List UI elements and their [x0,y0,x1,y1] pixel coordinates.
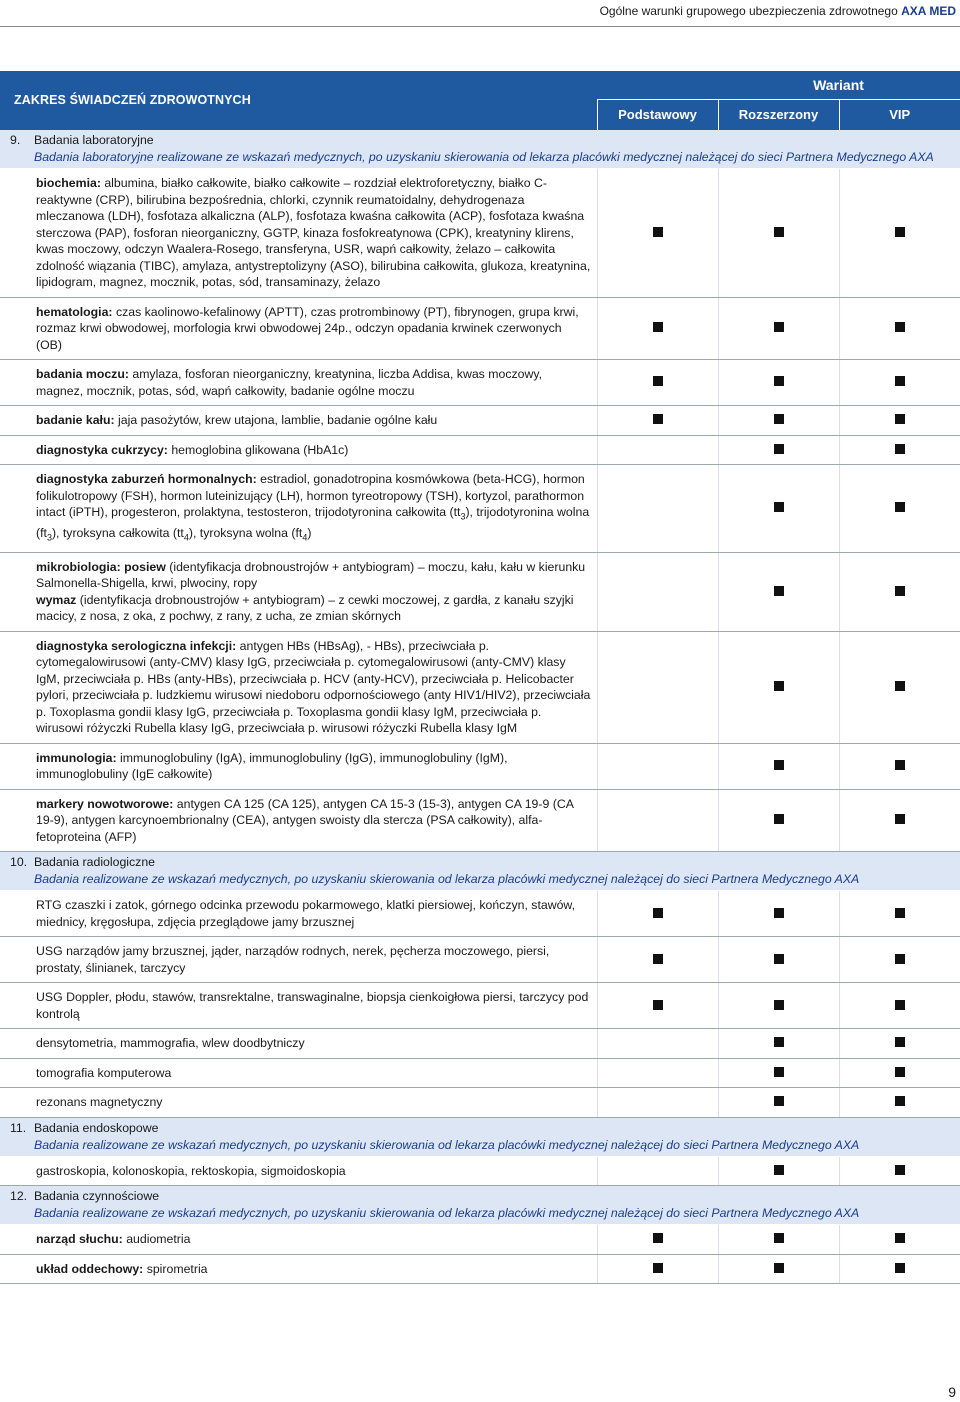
included-marker [895,1263,905,1273]
row-text: amylaza, fosforan nieorganiczny, kreatynina, liczba Addisa, kwas moczowy, magnez, mocznik, potas, sód, wapń całkowity, badanie ogólne moczu [36,367,542,398]
row-text: antygen CA 125 (CA 125), antygen CA 15-3 (15-3), antygen CA 19-9 (CA 19-9), antygen karcynoembrionalny (CEA), antygen swoisty dla stercza (PSA całkowity), alfa-fetoproteina (AFP) [36,796,574,844]
subscript: 3 [46,532,52,543]
row-label: biochemia: [36,176,101,190]
included-marker [895,908,905,918]
included-marker [774,444,784,454]
included-marker [774,1037,784,1047]
row-label: badanie kału: [36,413,115,427]
included-marker [895,1067,905,1077]
variant-vip: VIP [839,100,960,131]
row-text: rezonans magnetyczny [36,1095,163,1110]
included-marker [653,1233,663,1243]
row-text: spirometria [143,1261,208,1276]
row-text: czas kaolinowo-kefalinowy (APTT), czas protrombinowy (PT), fibrynogen, grupa krwi, rozmaz krwi obwodowej, morfologia krwi obwodowej 24p., odczyn opadania krwinek czerwonych (OB) [36,304,579,352]
table-row-doppler [0,983,960,1029]
included-marker [895,586,905,596]
row-label: hematologia: [36,304,113,319]
row-label: markery nowotworowe: [36,796,174,811]
row-label: diagnostyka zaburzeń hormonalnych: [36,472,257,486]
table-row-densytometria [0,1029,960,1059]
table-row-usg [0,937,960,983]
table-row-mocz [0,360,960,406]
document-header [600,4,956,18]
benefits-table [0,71,960,1284]
row-text: (identyfikacja drobnoustrojów + antybiogram) – moczu, kału, kału w kierunku Salmonella-Shigella, krwi, plwociny, ropy [36,559,586,591]
row-text: tomografia komputerowa [36,1065,172,1080]
section-number: 10. [10,855,28,870]
included-marker [895,1037,905,1047]
row-label: diagnostyka serologiczna infekcji: [36,638,237,653]
row-label: wymaz [36,592,77,607]
section-description: Badania realizowane ze wskazań medycznych, po uzyskaniu skierowania od lekarza placówki medycznej należącej do sieci Partnera Medycznego AXA [34,872,860,887]
included-marker [774,954,784,964]
row-text: immunoglobuliny (IgA), immunoglobuliny (IgG), immunoglobuliny (IgM), immunoglobuliny (IgE całkowite) [36,750,508,782]
included-marker [895,1233,905,1243]
row-text: (identyfikacja drobnoustrojów + antybiogram) – z cewki moczowej, z gardła, z kanału szyjki macicy, z nosa, z oka, z pochwy, z rany, z ucha, ze zmian skórnych [36,592,574,624]
table-row-mikrobiologia [0,552,960,631]
variant-extended: Rozszerzony [718,100,839,131]
included-marker [653,1000,663,1010]
included-marker [774,414,784,424]
included-marker [895,502,905,512]
section-12 [0,1186,960,1225]
table-row-kal [0,406,960,436]
included-marker [653,322,663,332]
included-marker [774,227,784,237]
included-marker [653,376,663,386]
table-row-cukrzyca [0,435,960,465]
section-number: 12. [10,1189,28,1204]
variant-heading: Wariant [597,71,960,100]
variant-basic: Podstawowy [597,100,718,131]
subscript: 4 [302,532,308,543]
included-marker [774,814,784,824]
row-text: estradiol, gonadotropina kosmówkowa (beta-HCG), hormon folikulotropowy (FSH), hormon luteinizujący (LH), hormon tyreotropowy (TSH), kortyzol, parathormon intact (iPTH), progesteron, prolaktyna, testosteron, trijodotyronina całkowita (tt [36,472,585,519]
row-label: układ oddechowy: [36,1261,144,1276]
table-row-markery [0,789,960,852]
included-marker [895,681,905,691]
included-marker [653,414,663,424]
table-row-serologia [0,631,960,743]
subscript: 3 [460,511,466,522]
subscript: 4 [183,532,189,543]
section-description: Badania laboratoryjne realizowane ze wskazań medycznych, po uzyskaniu skierowania od lekarza placówki medycznej należącej do sieci Partnera Medycznego AXA [34,150,934,164]
row-text: gastroskopia, kolonoskopia, rektoskopia, sigmoidoskopia [36,1163,346,1178]
row-text: ), tyroksyna całkowita (tt [51,525,184,540]
included-marker [895,444,905,454]
row-text: ), trijodotyronina wolna (ft [36,505,590,540]
table-row-hormonalne [0,465,960,553]
included-marker [774,908,784,918]
row-label: immunologia: [36,750,117,765]
row-text: USG Doppler, płodu, stawów, transrektalne, transwaginalne, biopsja cienkoigłowa piersi, tarczycy pod kontrolą [36,990,589,1021]
included-marker [774,376,784,386]
included-marker [774,586,784,596]
included-marker [774,760,784,770]
section-10 [0,852,960,891]
row-text: albumina, białko całkowite, białko całkowite – rozdział elektroforetyczny, białko C-reaktywne (CRP), bilirubina bezpośrednia, chlorki, czynnik reumatoidalny, dehydrogenaza mleczanowa (LDH), fosfotaza alkaliczna (ALP), fosfotaza kwaśna całkowita (ACP), fosfotaza kwaśna sterczowa (PAP), fosforan nieorganiczny, GGTP, kinaza fosfokreatynowa (CPK), kreatyniny klirens, kwas moczowy, odczyn Waalera-Rosego, transferyna, USR, wapń całkowity, żelazo – całkowita zdolność wiązania (TIBC), amylaza, antystreptolizyny (ASO), bilirubina całkowita, glukoza, kreatynina, lipidogram, magnez, mocznik, potas, sód, transaminazy, żelazo [36,176,591,289]
included-marker [774,1000,784,1010]
table-row-sluch [0,1225,960,1255]
row-text: audiometria [122,1232,191,1247]
included-marker [895,376,905,386]
header-rule [0,26,960,27]
included-marker [653,227,663,237]
row-label: narząd słuchu: [36,1232,123,1247]
table-header-row [0,71,960,100]
included-marker [653,1263,663,1273]
included-marker [895,1096,905,1106]
section-description: Badania realizowane ze wskazań medycznych, po uzyskaniu skierowania od lekarza placówki medycznej należącej do sieci Partnera Medycznego AXA [34,1206,860,1221]
section-11 [0,1117,960,1156]
included-marker [774,1165,784,1175]
row-text: hemoglobina glikowana (HbA1c) [167,442,349,457]
included-marker [895,322,905,332]
row-text: jaja pasożytów, krew utajona, lamblie, badanie ogólne kału [114,413,438,427]
scope-heading: ZAKRES ŚWIADCZEŃ ZDROWOTNYCH [0,71,597,130]
included-marker [653,954,663,964]
included-marker [895,414,905,424]
section-title: Badania endoskopowe [34,1120,159,1135]
section-title: Badania radiologiczne [34,855,156,870]
page-number: 9 [948,1384,956,1400]
row-text: ), tyroksyna wolna (ft [188,525,303,540]
included-marker [895,1165,905,1175]
section-number: 9. [10,133,21,147]
table-row-endoskopia [0,1156,960,1186]
section-title: Badania czynnościowe [34,1189,160,1204]
row-text: antygen HBs (HBsAg), - HBs), przeciwciała p. cytomegalowirusowi (anty-CMV) klasy IgG, przeciwciała p. cytomegalowirusowi (anty-CMV) klasy IgM, przeciwciała p. HBs (anty-HBs), przeciwciała p. HCV (anty-HCV), przeciwciała p. Helicobacter pylori, przeciwciała p. ludzkiemu wirusowi niedoboru odpornościowego (anty HIV1/HIV2), przeciwciała p. Toxoplasma gondii klasy IgG, przeciwciała p. Toxoplasma gondii klasy IgM, przeciwciała p. wirusowi różyczki Rubella klasy IgG, przeciwciała p. wirusowi różyczki Rubella klasy IgM [36,638,591,736]
section-description: Badania realizowane ze wskazań medycznych, po uzyskaniu skierowania od lekarza placówki medycznej należącej do sieci Partnera Medycznego AXA [34,1137,860,1152]
header-brand: AXA MED [901,4,956,18]
included-marker [774,1096,784,1106]
table-row-rtg [0,891,960,937]
row-text: densytometria, mammografia, wlew doodbytniczy [36,1036,305,1051]
included-marker [895,227,905,237]
included-marker [774,1067,784,1077]
included-marker [774,681,784,691]
row-label: diagnostyka cukrzycy: [36,442,168,457]
section-number: 11. [10,1120,27,1135]
included-marker [895,1000,905,1010]
table-row-rezonans [0,1088,960,1118]
included-marker [774,502,784,512]
included-marker [774,1263,784,1273]
row-text: RTG czaszki i zatok, górnego odcinka przewodu pokarmowego, klatki piersiowej, kończyn, stawów, miednicy, kręgosłupa, zdjęcia przeglądowe jamy brzusznej [36,898,576,929]
included-marker [774,322,784,332]
included-marker [895,760,905,770]
table-row-tomografia [0,1058,960,1088]
row-label: badania moczu: [36,367,129,381]
row-label: mikrobiologia: posiew [36,559,166,574]
row-text: ) [307,525,312,540]
table-row-immunologia [0,743,960,789]
section-title: Badania laboratoryjne [34,133,154,147]
included-marker [653,908,663,918]
section-9 [0,130,960,169]
included-marker [895,954,905,964]
included-marker [774,1233,784,1243]
included-marker [895,814,905,824]
table-row-oddech [0,1254,960,1284]
row-text: USG narządów jamy brzusznej, jąder, narządów rodnych, nerek, pęcherza moczowego, piersi, prostaty, ślinianek, tarczycy [36,944,550,975]
table-row-hematologia [0,297,960,360]
table-row-biochemia [0,169,960,298]
header-title-text: Ogólne warunki grupowego ubezpieczenia zdrowotnego [599,4,898,18]
